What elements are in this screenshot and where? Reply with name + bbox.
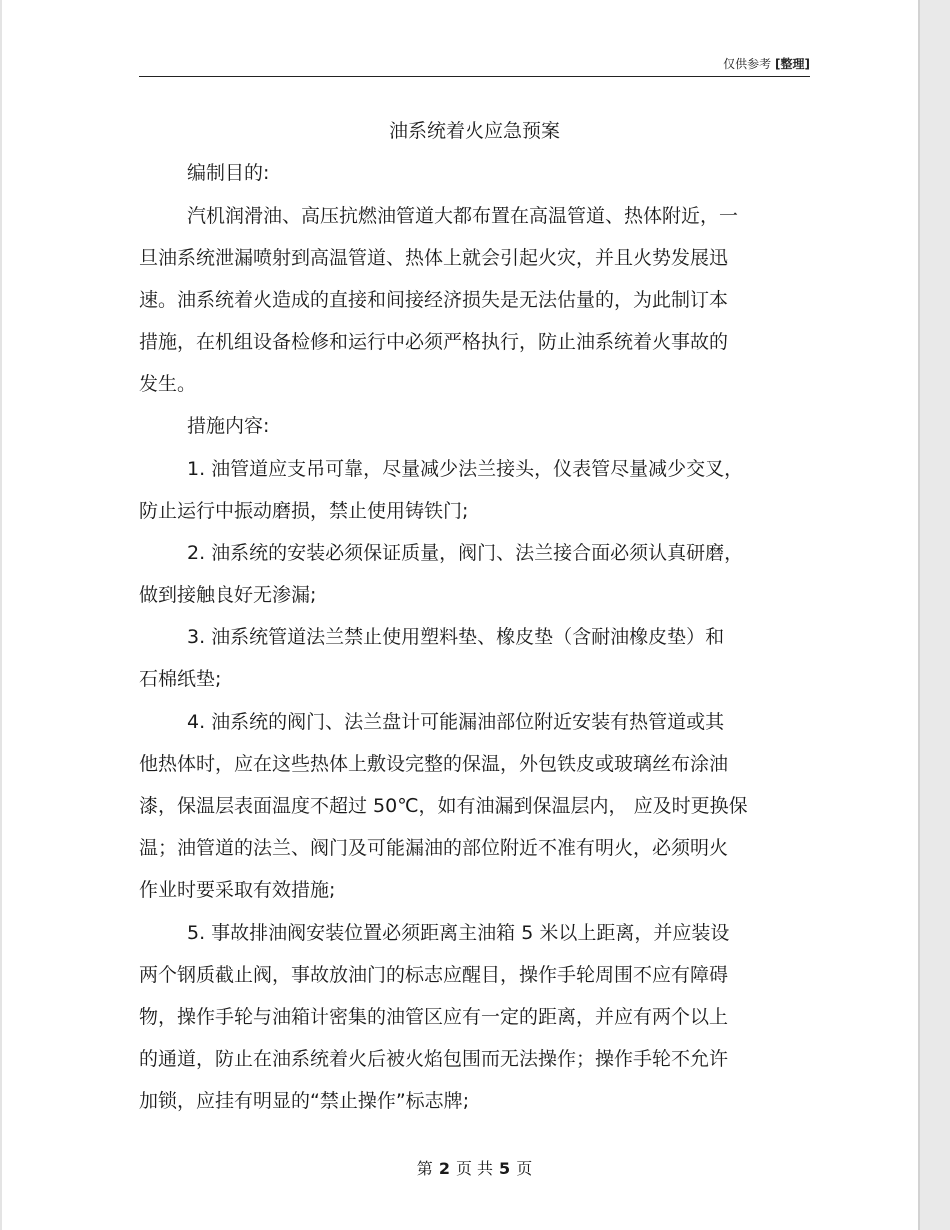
footer-total-pages: 5 [499, 1159, 511, 1178]
header-note-text: 仅供参考 [723, 57, 772, 71]
footer-middle: 页 共 [455, 1159, 494, 1178]
footer-suffix: 页 [516, 1159, 533, 1178]
paragraph-line: 措施，在机组设备检修和运行中必须严格执行，防止油系统着火事故的 [139, 331, 729, 353]
list-item-3-line: 石棉纸垫; [139, 668, 222, 690]
list-item-5-line: 两个钢质截止阀，事故放油门的标志应醒目，操作手轮周围不应有障碍 [139, 964, 729, 986]
list-item-1-line: 防止运行中振动磨损，禁止使用铸铁门; [139, 500, 469, 522]
list-item-4-line: 漆，保温层表面温度不超过 50℃，如有油漏到保温层内， 应及时更换保 [139, 795, 748, 817]
list-item-2-line: 2. 油系统的安装必须保证质量，阀门、法兰接合面必须认真研磨， [187, 542, 744, 564]
paragraph-line: 旦油系统泄漏喷射到高温管道、热体上就会引起火灾，并且火势发展迅 [139, 247, 729, 269]
list-item-4-line: 4. 油系统的阀门、法兰盘计可能漏油部位附近安装有热管道或其 [187, 711, 725, 733]
heading-purpose: 编制目的: [187, 162, 270, 184]
list-item-4-line: 他热体时，应在这些热体上敷设完整的保温，外包铁皮或玻璃丝布涂油 [139, 753, 729, 775]
heading-measures: 措施内容: [187, 415, 270, 437]
footer-page-number: 2 [438, 1159, 450, 1178]
list-item-5-line: 物，操作手轮与油箱计密集的油管区应有一定的距离，并应有两个以上 [139, 1006, 729, 1028]
paragraph-line: 发生。 [139, 373, 197, 395]
list-item-5-line: 5. 事故排油阀安装位置必须距离主油箱 5 米以上距离，并应装设 [187, 922, 730, 944]
list-item-2-line: 做到接触良好无渗漏; [139, 584, 317, 606]
header-note [560, 55, 810, 72]
paragraph-line: 速。油系统着火造成的直接和间接经济损失是无法估量的，为此制订本 [139, 289, 729, 311]
document-title: 油系统着火应急预案 [388, 120, 560, 142]
paragraph-line: 汽机润滑油、高压抗燃油管道大都布置在高温管道、热体附近，一 [187, 205, 739, 227]
header-rule [139, 76, 810, 77]
list-item-4-line: 作业时要采取有效措施; [139, 879, 336, 901]
footer-prefix: 第 [416, 1159, 433, 1178]
list-item-5-line: 加锁，应挂有明显的“禁止操作”标志牌; [139, 1090, 470, 1112]
header-tag: [整理] [775, 57, 810, 71]
list-item-4-line: 温；油管道的法兰、阀门及可能漏油的部位附近不准有明火，必须明火 [139, 837, 729, 859]
page-right-margin [920, 0, 950, 1230]
page-left-edge [0, 0, 2, 1230]
page-footer [139, 1156, 810, 1179]
list-item-5-line: 的通道，防止在油系统着火后被火焰包围而无法操作；操作手轮不允许 [139, 1048, 729, 1070]
list-item-1-line: 1. 油管道应支吊可靠，尽量减少法兰接头，仪表管尽量减少交叉， [187, 458, 744, 480]
list-item-3-line: 3. 油系统管道法兰禁止使用塑料垫、橡皮垫（含耐油橡皮垫）和 [187, 626, 725, 648]
